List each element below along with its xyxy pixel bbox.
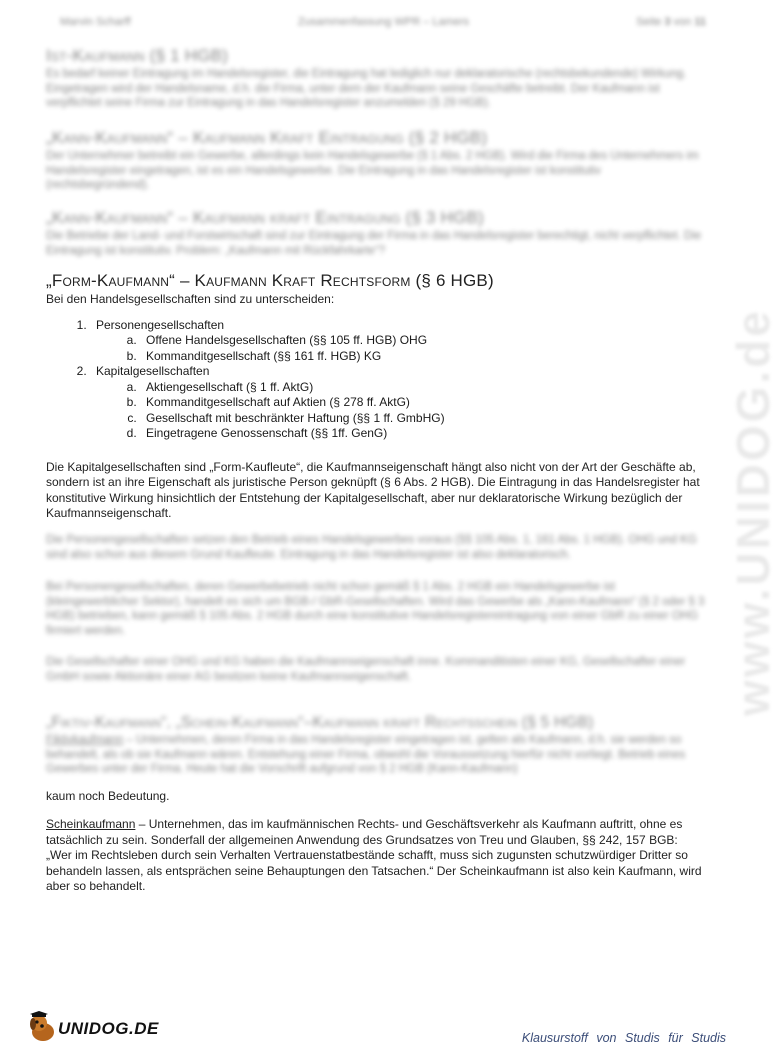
footer-tagline: Klausurstoff von Studis für Studis	[521, 1031, 726, 1045]
section-heading: Ist-Kaufmann (§ 1 HGB)	[46, 46, 229, 65]
sub-list	[96, 333, 706, 364]
dog-logo-icon	[26, 1010, 60, 1044]
page-header	[60, 16, 706, 28]
section-ist-kaufmann	[46, 46, 706, 111]
list-item: 2. Kapitalgesellschaften a. Aktiengesellschaft (§ 1 ff. AktG) b. Kommanditgesellschaft auf Aktien (§ 278 ff. AktG) c. Gesellschaft mit beschränkter Haftung (§§ 1 ff. GmbHG) d. Eingetragene Genossenschaft (§§ 1ff. GenG)	[90, 364, 706, 442]
section-body: Der Unternehmer betreibt ein Gewerbe, allerdings kein Handelsgewerbe (§ 1 Abs. 2 HGB). Wird die Firma des Unternehmers im Handelsregister eingetragen, ist es ein Handelsgewerbe. Die Eintragung in das Handelsregister ist konstitutiv (rechtsbegründend).	[46, 150, 699, 191]
section-heading: „Kann-Kaufmann“ – Kaufmann kraft Eintragung (§ 3 HGB)	[46, 208, 484, 227]
section-kann-kaufmann-3	[46, 208, 706, 258]
fiktiv-tail: kaum noch Bedeutung.	[46, 789, 170, 803]
section-form-kaufmann	[46, 271, 706, 522]
blurred-paragraph-3: Die Gesellschafter einer OHG und KG haben die Kaufmannseigenschaft inne. Kommanditisten einer KG, Gesellschafter einer GmbH sowie Aktionäre einer AG besitzen keine Kaufmannseigenschaft.	[46, 656, 686, 683]
list-item: a. Aktiengesellschaft (§ 1 ff. AktG)	[140, 380, 706, 396]
watermark: www.UNIDOG.de	[727, 308, 779, 716]
blurred-paragraph-1: Die Personengesellschaften setzen den Betrieb eines Handelsgewerbes voraus (§§ 105 Abs. 1, 161 Abs. 1 HGB). OHG und KG sind also schon aus diesem Grund Kaufleute. Eintragung in das Handelsregister ist also deklaratorisch.	[46, 534, 697, 561]
section-heading: „Form-Kaufmann“ – Kaufmann Kraft Rechtsform (§ 6 HGB)	[46, 271, 494, 290]
header-page-number: Seite 3 von 11	[636, 16, 706, 28]
section-body: Es bedarf keiner Eintragung im Handelsregister, die Eintragung hat lediglich nur deklaratorische (rechtsbekundende) Wirkung. Eingetragen wird der Handelsname, d.h. die Firma, unter dem der Kaufmann seine Geschäfte betreibt. Der Kaufmann ist verpflichtet seine Firma zur Eintragung in das Handelsregister anzumelden (§ 29 HGB).	[46, 68, 687, 109]
list-item: b. Kommanditgesellschaft auf Aktien (§ 278 ff. AktG)	[140, 395, 706, 411]
list-item: b. Kommanditgesellschaft (§§ 161 ff. HGB) KG	[140, 349, 706, 365]
unidog-logo	[26, 1010, 176, 1046]
sub-list	[96, 380, 706, 442]
header-author: Marvin Scharff	[60, 16, 131, 28]
company-types-list	[46, 318, 706, 442]
section-fiktiv-kaufmann	[46, 714, 706, 777]
section-heading: „Fiktiv-Kaufmann“, „Schein-Kaufmann“–Kaufmann kraft Rechtsschein (§ 5 HGB)	[46, 714, 594, 731]
section-body: Die Betriebe der Land- und Forstwirtschaft sind zur Eintragung der Firma in das Handelsregister berechtigt, nicht verpflichtet. Die Eintragung ist konstitutiv. Problem: „Kaufmann mit Rückfahrkarte“?	[46, 230, 702, 257]
list-item: a. Offene Handelsgesellschaften (§§ 105 ff. HGB) OHG	[140, 333, 706, 349]
list-item: c. Gesellschaft mit beschränkter Haftung (§§ 1 ff. GmbHG)	[140, 411, 706, 427]
fiktiv-paragraph: Fiktivkaufmann – Unternehmen, deren Firma in das Handelsregister eingetragen ist, gelten als Kaufmann, d.h. sie werden so behandelt, als ob sie Kaufmann wären. Entstehung einer Firma, obwohl die Voraussetzung hierfür nicht vorliegt. Betrieb eines Gewerbes unter der Firma. Heute hat die Vorschrift aufgrund von § 2 HGB (Kann-Kaufmann)	[46, 734, 686, 775]
form-kaufmann-paragraph: Die Kapitalgesellschaften sind „Form-Kaufleute“, die Kaufmannseigenschaft hängt also nicht von der Art der Geschäfte ab, sondern ist an ihre Eigenschaft als juristische Person geknüpft (§ 6 Abs. 2 HGB). Die Eintragung in das Handelsregister hat konstitutive Wirkung hinsichtlich der Entstehung der Kapitalgesellschaft, aber nur deklaratorische Wirkung bezüglich der Kaufmannseigenschaft.	[46, 459, 700, 520]
list-item: d. Eingetragene Genossenschaft (§§ 1ff. GenG)	[140, 426, 706, 442]
scheinkaufmann-paragraph: Scheinkaufmann – Unternehmen, das im kaufmännischen Rechts- und Geschäftsverkehr als Kaufmann auftritt, ohne es tatsächlich zu sein. Sonderfall der allgemeinen Anwendung des Grundsatzes von Treu und Glauben, §§ 242, 157 BGB: „Wer im Rechtsleben durch sein Verhalten Vertrauenstatbestände schafft, muss sich zugunsten schutzwürdiger Dritter so behandeln lassen, als entsprächen seine Behauptungen den Tatsachen.“ Der Scheinkaufmann ist also kein Kaufmann, wird aber so behandelt.	[46, 817, 702, 893]
section-kann-kaufmann-2	[46, 128, 706, 193]
list-item: 1. Personengesellschaften a. Offene Handelsgesellschaften (§§ 105 ff. HGB) OHG b. Kommanditgesellschaft (§§ 161 ff. HGB) KG	[90, 318, 706, 365]
scheinkaufmann-term: Scheinkaufmann	[46, 817, 136, 831]
section-heading: „Kann-Kaufmann“ – Kaufmann Kraft Eintragung (§ 2 HGB)	[46, 128, 488, 147]
logo-text: UNIDOG.DE	[58, 1019, 159, 1038]
blurred-paragraph-2: Bei Personengesellschaften, deren Gewerbebetrieb nicht schon gemäß § 1 Abs. 2 HGB ein Handelsgewerbe ist (kleingewerblicher Sektor), handelt es sich um BGB-/ GbR-Gesellschaften. Wird das Gewerbe als „Kann-Kaufmann“ (§ 2 oder § 3 HGB) betrieben, kann gemäß § 105 Abs. 2 HGB durch eine konstitutive Handelsregistereintragung von einer GbR zu einer OHG firmiert werden.	[46, 581, 705, 637]
section-intro: Bei den Handelsgesellschaften sind zu unterscheiden:	[46, 292, 335, 306]
header-doc-title: Zusammenfassung WPR – Lamers	[297, 16, 470, 28]
